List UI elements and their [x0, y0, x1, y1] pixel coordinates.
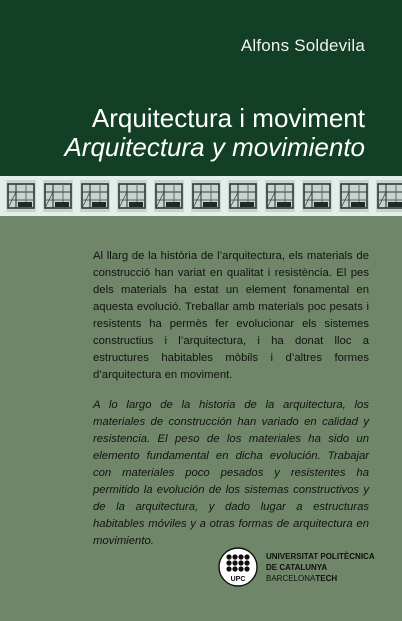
- author-name: Alfons Soldevila: [240, 36, 365, 55]
- frame-base: [240, 202, 254, 207]
- frame-base: [55, 202, 69, 207]
- publisher-name: [266, 551, 375, 584]
- frame-shade: [117, 180, 147, 212]
- frame-base: [314, 202, 328, 207]
- cover-header: [0, 0, 402, 176]
- publisher-city: BARCELONA: [266, 574, 316, 583]
- frame-base: [277, 202, 291, 207]
- frame-shade: [228, 180, 258, 212]
- frame-base: [18, 202, 32, 207]
- publisher-line-1: UNIVERSITAT POLITÈCNICA: [266, 552, 375, 561]
- structure-frames-illustration: [0, 176, 402, 216]
- frame-base: [351, 202, 365, 207]
- blurb-catalan: Al llarg de la història de l’arquitectura, els materials de construcció han variat en qualitat i resistència. El pes dels materials ha estat un element fonamental en aquesta evolució. Treballar amb materials poc pesats i resistents ha permès fer evolucionar els sistemes constructius i l’arquitectura, i ha donat lloc a estructures habitables mòbils i d’altres formes d’arquitectura en moviment.: [93, 250, 369, 381]
- book-title: [64, 104, 365, 162]
- frame-shade: [302, 180, 332, 212]
- publisher-logo: [218, 547, 378, 587]
- title-spanish: Arquitectura y movimiento: [64, 132, 365, 162]
- frame-shade: [265, 180, 295, 212]
- publisher-line-2: DE CATALUNYA: [266, 563, 328, 572]
- frame-base: [92, 202, 106, 207]
- frame-shade: [339, 180, 369, 212]
- frame-shade: [80, 180, 110, 212]
- frame-base: [166, 202, 180, 207]
- frame-base: [388, 202, 402, 207]
- frame-base: [203, 202, 217, 207]
- blurb: [93, 248, 369, 563]
- frame-shade: [191, 180, 221, 212]
- title-catalan: Arquitectura i moviment: [91, 103, 365, 133]
- frame-base: [129, 202, 143, 207]
- frame-shade: [376, 180, 402, 212]
- publisher-tech: TECH: [315, 574, 338, 583]
- blurb-spanish: A lo largo de la historia de la arquitectura, los materiales de construcción han variado en calidad y resistencia. El peso de los materiales ha sido un elemento fundamental en dicha evolución. Trabajar con materiales poco pesados y resistentes ha permitido la evolución de los sistemas constructivos y de la arquitectura, y dado lugar a estructuras habitables móviles y a otras formas de arquitectura en movimiento.: [93, 399, 369, 547]
- upc-logo-label: UPC: [230, 576, 246, 583]
- frame-shade: [6, 180, 36, 212]
- architecture-photo-strip: [0, 176, 402, 216]
- frame-shade: [43, 180, 73, 212]
- frame-shade: [154, 180, 184, 212]
- publisher-line-3: [266, 573, 375, 584]
- upc-logo-icon: [218, 547, 258, 587]
